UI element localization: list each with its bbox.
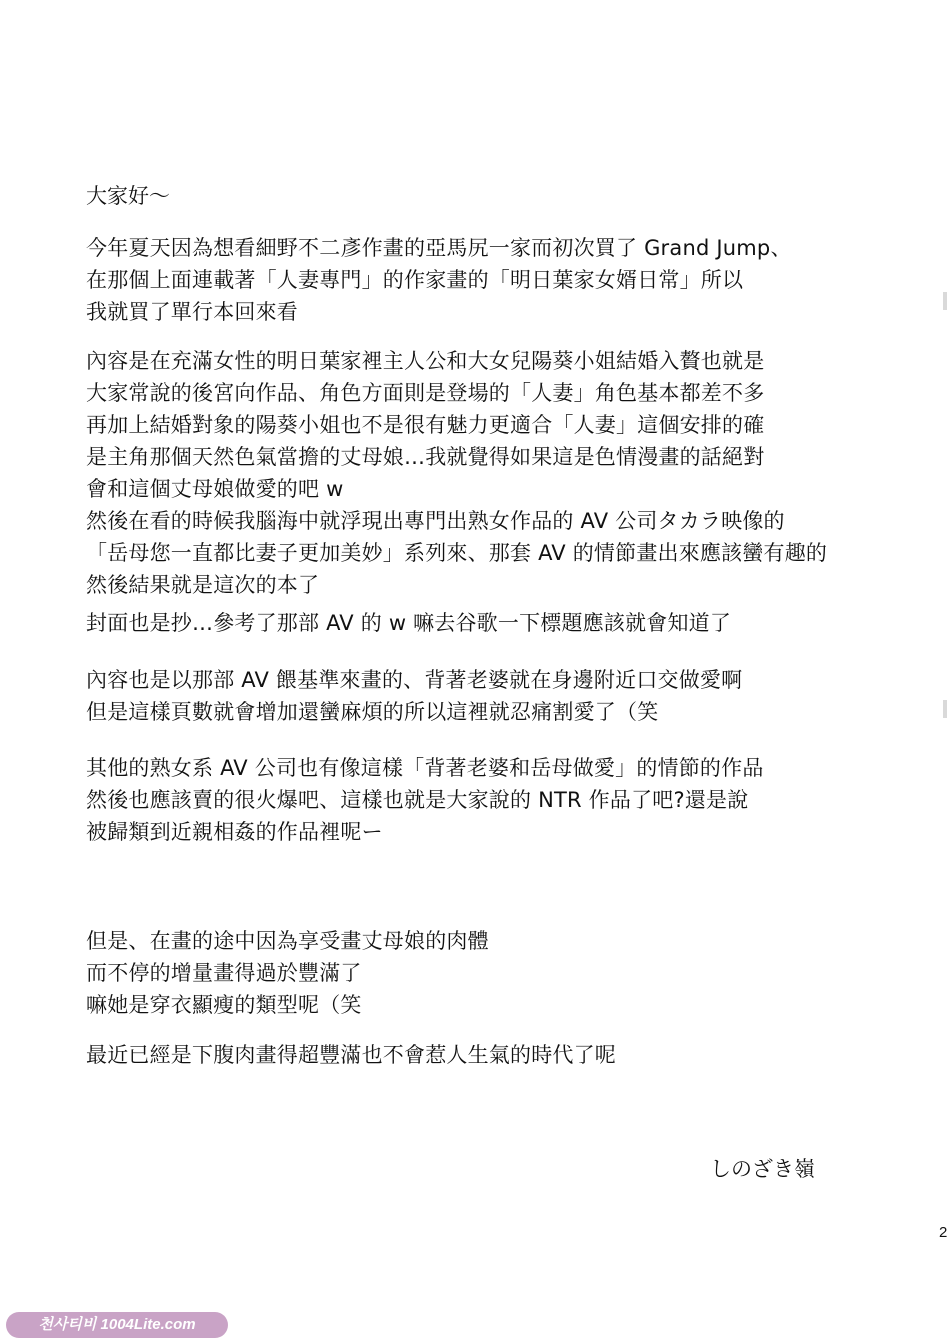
text-line: 內容是在充滿女性的明日葉家裡主人公和大女兒陽葵小姐結婚入贅也就是 bbox=[86, 349, 765, 373]
text-line: 最近已經是下腹肉畫得超豐滿也不會惹人生氣的時代了呢 bbox=[86, 1043, 616, 1067]
text-line: 在那個上面連載著「人妻專門」的作家畫的「明日葉家女婿日常」所以 bbox=[86, 268, 744, 292]
paragraph-story-content bbox=[86, 345, 827, 601]
edge-mark bbox=[943, 700, 947, 718]
text-line: 我就買了單行本回來看 bbox=[86, 300, 298, 324]
text-line: 大家常說的後宮向作品、角色方面則是登場的「人妻」角色基本都差不多 bbox=[86, 381, 765, 405]
paragraph-drawing-process bbox=[86, 925, 489, 1021]
text-line: 但是這樣頁數就會增加還蠻麻煩的所以這裡就忍痛割愛了（笑 bbox=[86, 700, 659, 724]
page-number: 2 bbox=[939, 1224, 948, 1241]
text-line: 但是、在畫的途中因為享受畫丈母娘的肉體 bbox=[86, 929, 489, 953]
paragraph-closing-remark bbox=[86, 1039, 616, 1071]
text-line: 是主角那個天然色氣當擔的丈母娘…我就覺得如果這是色情漫畫的話絕對 bbox=[86, 445, 765, 469]
paragraph-cover-reference bbox=[86, 607, 731, 639]
watermark-badge: 천사티비 1004Lite.com bbox=[6, 1312, 228, 1338]
text-line: 會和這個丈母娘做愛的吧 w bbox=[86, 477, 344, 501]
text-line: 今年夏天因為想看細野不二彥作畫的亞馬尻一家而初次買了 Grand Jump、 bbox=[86, 236, 792, 260]
paragraph-other-companies bbox=[86, 752, 764, 848]
text-line: 內容也是以那部 AV 餵基準來畫的、背著老婆就在身邊附近口交做愛啊 bbox=[86, 668, 743, 692]
text-line: 封面也是抄…參考了那部 AV 的 w 嘛去谷歌一下標題應該就會知道了 bbox=[86, 611, 732, 635]
text-line: 然後在看的時候我腦海中就浮現出專門出熟女作品的 AV 公司タカラ映像的 bbox=[86, 509, 785, 533]
paragraph-content-basis bbox=[86, 664, 742, 728]
text-line: 被歸類到近親相姦的作品裡呢ー bbox=[86, 820, 383, 844]
paragraph-summer-purchase bbox=[86, 232, 792, 328]
text-line: 然後結果就是這次的本了 bbox=[86, 573, 320, 597]
text-line: 再加上結婚對象的陽葵小姐也不是很有魅力更適合「人妻」這個安排的確 bbox=[86, 413, 765, 437]
author-signature: しのざき嶺 bbox=[710, 1157, 815, 1181]
edge-mark bbox=[943, 292, 947, 310]
text-line: 其他的熟女系 AV 公司也有像這樣「背著老婆和岳母做愛」的情節的作品 bbox=[86, 756, 764, 780]
greeting-line: 大家好～ bbox=[86, 184, 170, 208]
text-line: 嘛她是穿衣顯瘦的類型呢（笑 bbox=[86, 993, 362, 1017]
text-line: 「岳母您一直都比妻子更加美妙」系列來、那套 AV 的情節畫出來應該蠻有趣的 bbox=[86, 541, 828, 565]
text-line: 然後也應該賣的很火爆吧、這樣也就是大家說的 NTR 作品了吧?還是說 bbox=[86, 788, 749, 812]
text-line: 而不停的增量畫得過於豐滿了 bbox=[86, 961, 362, 985]
